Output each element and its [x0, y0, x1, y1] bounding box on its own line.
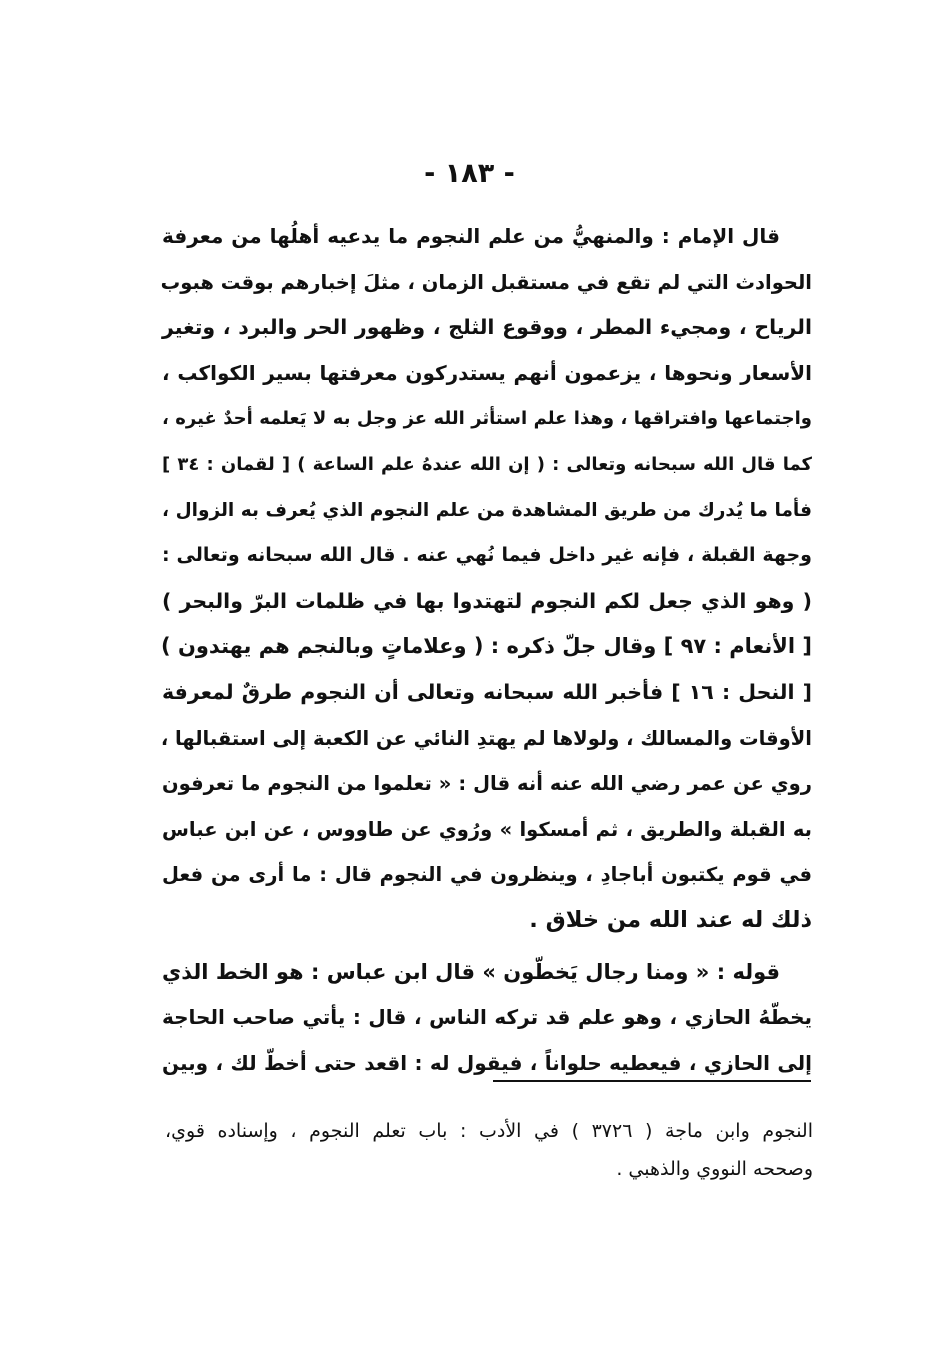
text-line: قوله : « ومنا رجال يَخطّون » قال ابن عباس : هو الخط الذي — [162, 959, 780, 984]
main-text — [162, 214, 812, 1086]
text-line: وجهة القبلة ، فإنه غير داخل فيما نُهي عنه . قال الله سبحانه وتعالى : — [162, 544, 812, 567]
text-line: ذلك له عند الله من خلاق . — [529, 906, 812, 933]
text-line: روي عن عمر رضي الله عنه أنه قال : « تعلموا من النجوم ما تعرفون — [162, 772, 812, 796]
footnote-separator — [493, 1080, 811, 1082]
text-line: الأوقات والمسالك ، ولولاها لم يهتدِ النائي عن الكعبة إلى استقبالها ، — [160, 726, 812, 750]
footnote-line: وصححه النووي والذهبي . — [616, 1158, 813, 1180]
text-line: واجتماعها وافتراقها ، وهذا علم استأثر الله عز وجل به لا يَعلمه أحدٌ غيره ، — [162, 408, 812, 430]
text-line: [ النحل : ١٦ ] فأخبر الله سبحانه وتعالى أن النجوم طرقٌ لمعرفة — [162, 679, 812, 704]
text-line: به القبلة والطريق ، ثم أمسكوا » ورُوي عن طاووس ، عن ابن عباس — [162, 817, 812, 841]
text-line: قال الإمام : والمنهيُّ من علم النجوم ما يدعيه أهلُها من معرفة — [162, 224, 780, 248]
text-line: ( وهو الذي جعل لكم النجوم لتهتدوا بها في ظلمات البرّ والبحر ) — [162, 588, 812, 613]
text-line: في قوم يكتبون أباجادِ ، وينظرون في النجوم قال : ما أرى من فعل — [162, 863, 812, 887]
footnote-line: النجوم وابن ماجة ( ٣٧٢٦ ) في الأدب : باب تعلم النجوم ، وإسناده قوي، — [165, 1120, 814, 1142]
text-line: الرياح ، ومجيء المطر ، ووقوع الثلج ، وظهور الحر والبرد ، وتغير — [162, 315, 812, 340]
paragraph-1 — [162, 214, 812, 944]
text-line: يخطّهُ الحازي ، وهو علم قد تركه الناس ، قال : يأتي صاحب الحاجة — [162, 1005, 812, 1030]
text-line: [ الأنعام : ٩٧ ] وقال جلّ ذكره : ( وعلاماتٍ وبالنجم هم يهتدون ) — [161, 634, 812, 659]
footnote — [165, 1112, 813, 1188]
text-line: فأما ما يُدرك من طريق المشاهدة من علم النجوم الذي يُعرف به الزوال ، — [162, 499, 812, 521]
text-line: الحوادث التي لم تقع في مستقبل الزمان ، مثلَ إخبارهم بوقت هبوب — [160, 270, 812, 294]
text-line: كما قال الله سبحانه وتعالى : ( إن الله عندهُ علم الساعة ) [ لقمان : ٣٤ ] — [162, 453, 812, 475]
text-line: الأسعار ونحوها ، يزعمون أنهم يستدركون معرفتها بسير الكواكب ، — [162, 360, 812, 385]
page-number: - ١٨٣ - — [424, 158, 515, 189]
text-line: إلى الحازي ، فيعطيه حلواناً ، فيقول له : اقعد حتى أخطّ لك ، وبين — [162, 1050, 812, 1075]
paragraph-2 — [162, 950, 812, 1087]
